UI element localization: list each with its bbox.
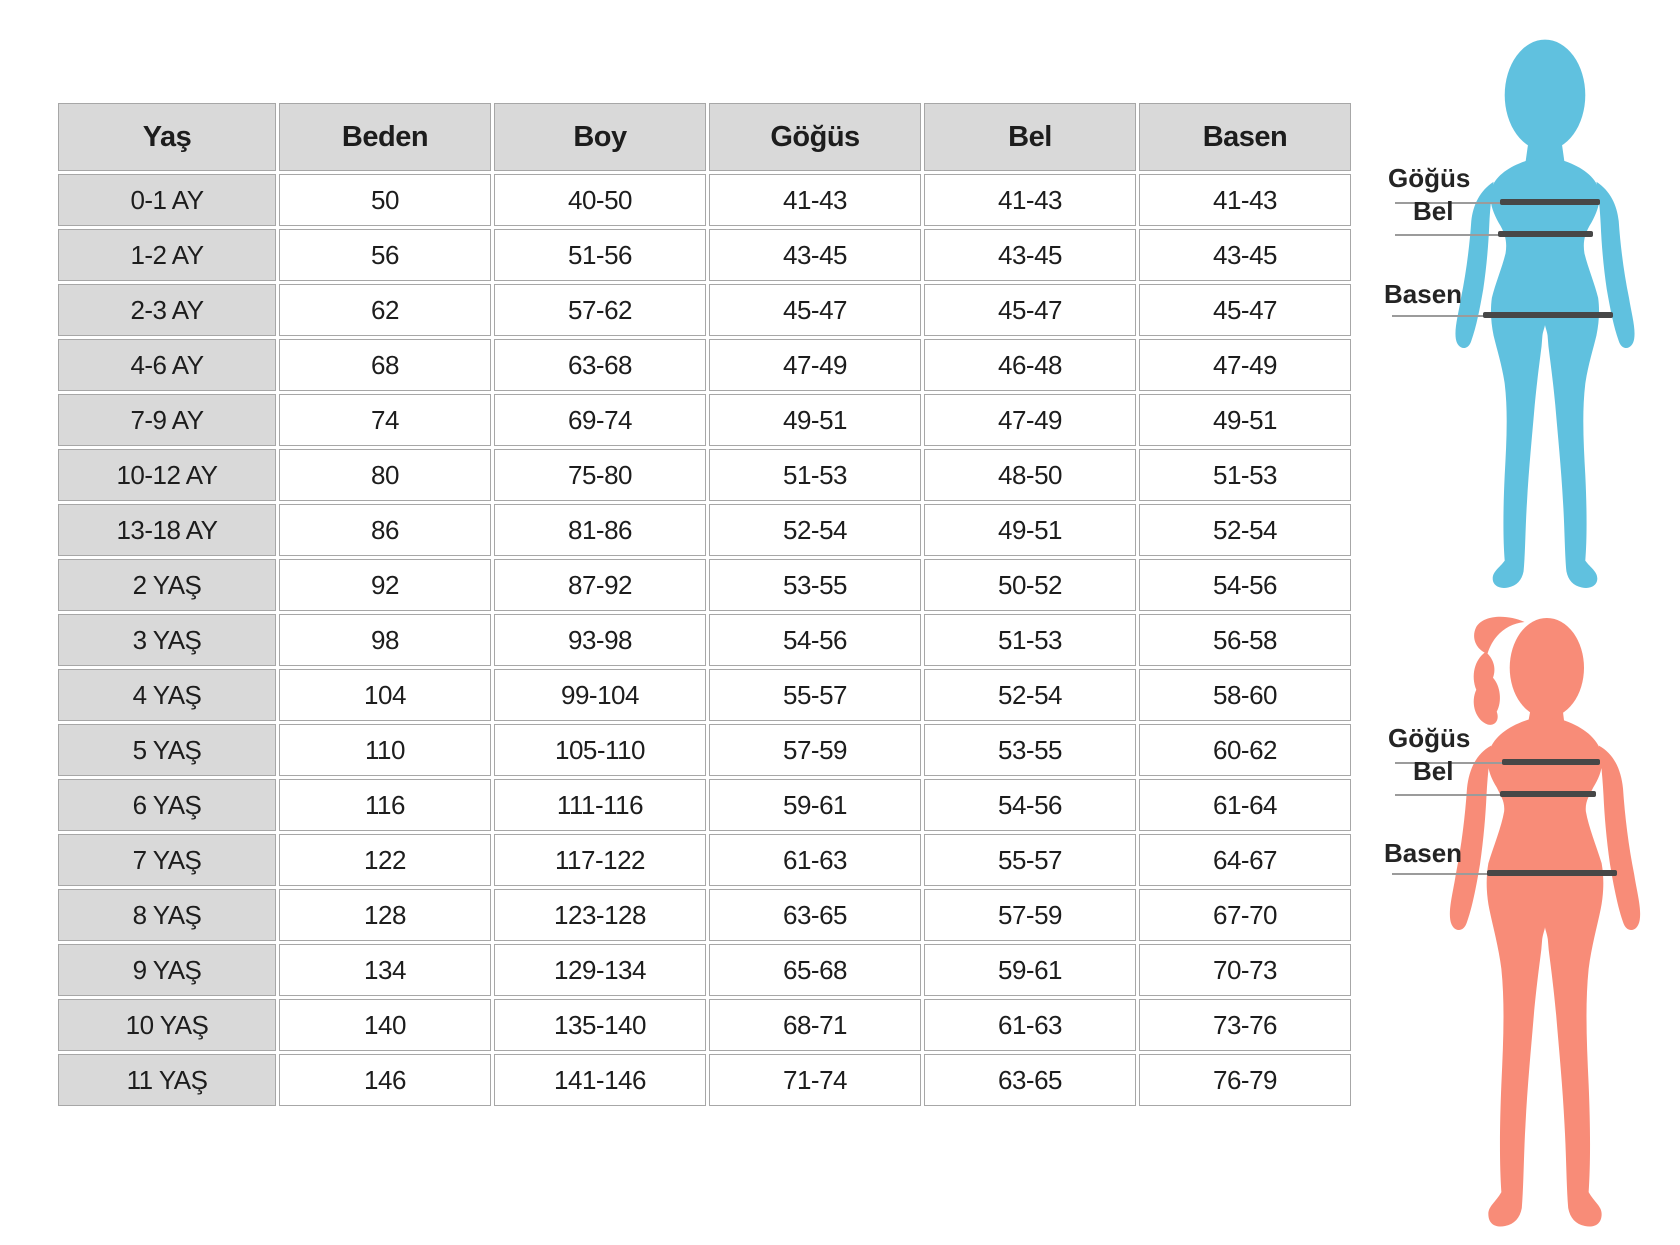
row-label: 9 YAŞ [58,944,276,996]
blue-arm [1455,182,1493,348]
cell: 67-70 [1139,889,1351,941]
row-label: 10 YAŞ [58,999,276,1051]
blue-chest-label: Göğüs [1388,163,1471,193]
cell: 56-58 [1139,614,1351,666]
table-row [58,284,1351,336]
cell: 50 [279,174,491,226]
cell: 146 [279,1054,491,1106]
blue-waist-measure-line [1498,231,1593,237]
coral-waist-pointer-line [1395,794,1507,796]
blue-waist-label: Bel [1413,196,1454,226]
cell: 73-76 [1139,999,1351,1051]
cell: 57-59 [709,724,921,776]
cell: 43-45 [709,229,921,281]
row-label: 3 YAŞ [58,614,276,666]
blue-chest-measure-line [1500,199,1600,205]
cell: 80 [279,449,491,501]
cell: 129-134 [494,944,706,996]
blue-hip-pointer-line [1392,315,1488,317]
coral-waist-label: Bel [1413,756,1454,786]
cell: 54-56 [924,779,1136,831]
cell: 54-56 [709,614,921,666]
column-header: Yaş [58,103,276,171]
cell: 59-61 [924,944,1136,996]
cell: 41-43 [1139,174,1351,226]
table-row [58,449,1351,501]
column-header: Basen [1139,103,1351,171]
cell: 128 [279,889,491,941]
table-body [58,174,1351,1106]
coral-hip-pointer-line [1392,873,1492,875]
cell: 51-53 [924,614,1136,666]
row-label: 6 YAŞ [58,779,276,831]
table-row [58,174,1351,226]
cell: 116 [279,779,491,831]
cell: 99-104 [494,669,706,721]
cell: 122 [279,834,491,886]
header-row [58,103,1351,171]
cell: 50-52 [924,559,1136,611]
row-label: 7 YAŞ [58,834,276,886]
coral-hip-measure-line [1487,870,1617,876]
cell: 45-47 [1139,284,1351,336]
cell: 60-62 [1139,724,1351,776]
table-row [58,394,1351,446]
cell: 105-110 [494,724,706,776]
cell: 45-47 [924,284,1136,336]
table-row [58,614,1351,666]
cell: 61-64 [1139,779,1351,831]
cell: 53-55 [924,724,1136,776]
cell: 40-50 [494,174,706,226]
cell: 43-45 [924,229,1136,281]
cell: 87-92 [494,559,706,611]
cell: 70-73 [1139,944,1351,996]
table-row [58,724,1351,776]
cell: 61-63 [709,834,921,886]
cell: 51-56 [494,229,706,281]
cell: 71-74 [709,1054,921,1106]
table-row [58,779,1351,831]
coral-ponytail-curl [1474,652,1500,725]
cell: 48-50 [924,449,1136,501]
table-row [58,504,1351,556]
cell: 69-74 [494,394,706,446]
cell: 98 [279,614,491,666]
cell: 51-53 [709,449,921,501]
cell: 61-63 [924,999,1136,1051]
cell: 53-55 [709,559,921,611]
table-row [58,944,1351,996]
cell: 55-57 [924,834,1136,886]
cell: 56 [279,229,491,281]
cell: 59-61 [709,779,921,831]
row-label: 13-18 AY [58,504,276,556]
cell: 41-43 [924,174,1136,226]
cell: 110 [279,724,491,776]
cell: 93-98 [494,614,706,666]
cell: 51-53 [1139,449,1351,501]
cell: 45-47 [709,284,921,336]
cell: 81-86 [494,504,706,556]
coral-waist-measure-line [1500,791,1596,797]
cell: 47-49 [709,339,921,391]
cell: 86 [279,504,491,556]
blue-hip-label: Basen [1384,279,1463,309]
row-label: 7-9 AY [58,394,276,446]
row-label: 2 YAŞ [58,559,276,611]
table-row [58,999,1351,1051]
row-label: 2-3 AY [58,284,276,336]
cell: 75-80 [494,449,706,501]
row-label: 11 YAŞ [58,1054,276,1106]
cell: 54-56 [1139,559,1351,611]
cell: 58-60 [1139,669,1351,721]
cell: 63-65 [924,1054,1136,1106]
cell: 64-67 [1139,834,1351,886]
table-row [58,229,1351,281]
table-row [58,1054,1351,1106]
table-head [58,103,1351,171]
size-table [55,100,1354,1109]
cell: 62 [279,284,491,336]
coral-chest-label: Göğüs [1388,723,1471,753]
cell: 49-51 [709,394,921,446]
column-header: Beden [279,103,491,171]
cell: 46-48 [924,339,1136,391]
row-label: 0-1 AY [58,174,276,226]
row-label: 10-12 AY [58,449,276,501]
blue-hip-measure-line [1483,312,1613,318]
cell: 74 [279,394,491,446]
coral-chest-measure-line [1502,759,1600,765]
cell: 57-62 [494,284,706,336]
coral-body [1450,617,1640,1227]
cell: 55-57 [709,669,921,721]
blue-torso-legs [1491,158,1545,588]
cell: 52-54 [709,504,921,556]
cell: 92 [279,559,491,611]
cell: 52-54 [924,669,1136,721]
table-row [58,559,1351,611]
table-row [58,834,1351,886]
cell: 49-51 [1139,394,1351,446]
row-label: 1-2 AY [58,229,276,281]
row-label: 5 YAŞ [58,724,276,776]
cell: 49-51 [924,504,1136,556]
cell: 43-45 [1139,229,1351,281]
cell: 104 [279,669,491,721]
cell: 41-43 [709,174,921,226]
cell: 140 [279,999,491,1051]
cell: 111-116 [494,779,706,831]
cell: 65-68 [709,944,921,996]
coral-hip-label: Basen [1384,838,1463,868]
column-header: Boy [494,103,706,171]
column-header: Bel [924,103,1136,171]
table-row [58,889,1351,941]
column-header: Göğüs [709,103,921,171]
cell: 63-68 [494,339,706,391]
cell: 134 [279,944,491,996]
table-row [58,669,1351,721]
cell: 141-146 [494,1054,706,1106]
cell: 135-140 [494,999,706,1051]
cell: 63-65 [709,889,921,941]
row-label: 8 YAŞ [58,889,276,941]
cell: 76-79 [1139,1054,1351,1106]
cell: 68-71 [709,999,921,1051]
cell: 117-122 [494,834,706,886]
cell: 57-59 [924,889,1136,941]
cell: 123-128 [494,889,706,941]
row-label: 4 YAŞ [58,669,276,721]
cell: 52-54 [1139,504,1351,556]
cell: 47-49 [924,394,1136,446]
girl-silhouette-coral [1415,606,1675,1244]
cell: 68 [279,339,491,391]
blue-waist-pointer-line [1395,234,1503,236]
cell: 47-49 [1139,339,1351,391]
row-label: 4-6 AY [58,339,276,391]
table-row [58,339,1351,391]
